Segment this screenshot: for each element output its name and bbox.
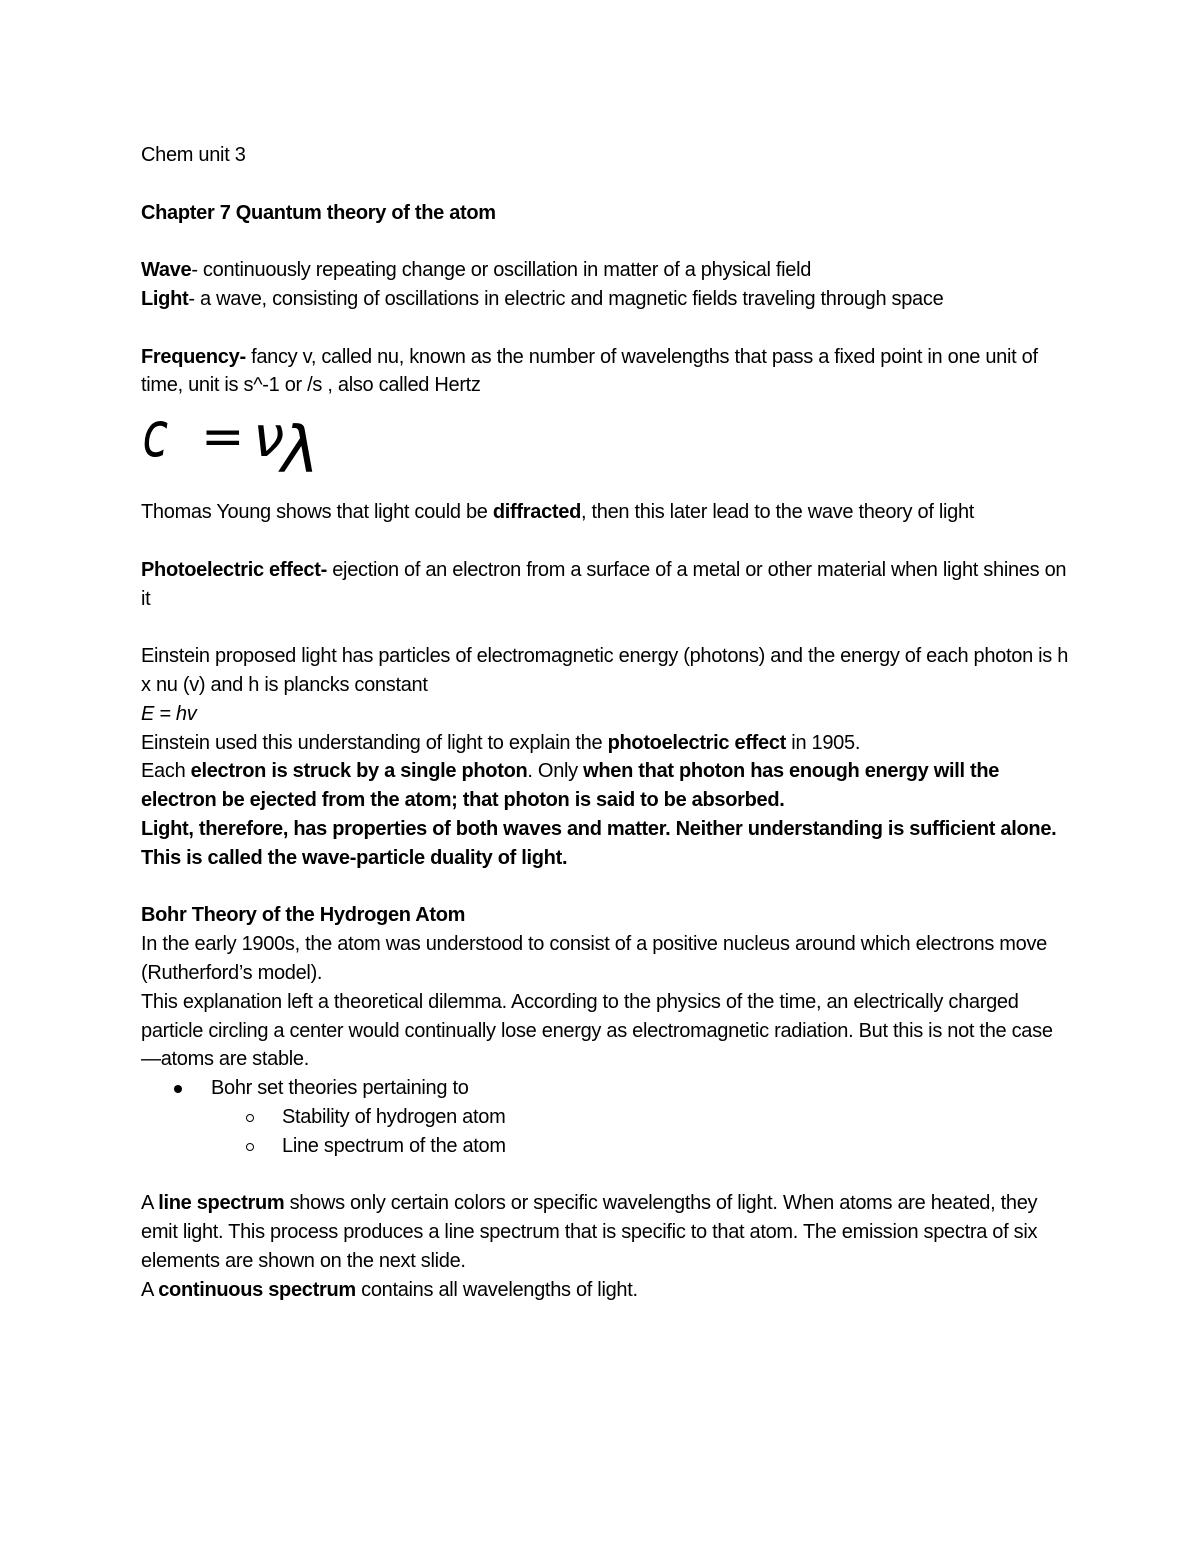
- line-spectrum-paragraph: A line spectrum shows only certain colors or specific wavelengths of light. When atoms are heated, they emit light. This process produces a line spectrum that is specific to that atom. The emission spectra of six elements are shown on the next slide.: [141, 1192, 1038, 1272]
- formula-c: c: [142, 404, 168, 471]
- list-item: Stability of hydrogen atom: [141, 1103, 1071, 1132]
- doc-title: Chem unit 3: [141, 144, 246, 166]
- bohr-heading: Bohr Theory of the Hydrogen Atom: [141, 904, 466, 927]
- light-term: Light: [141, 287, 189, 310]
- photoelectric-definition: Photoelectric effect- ejection of an electron from a surface of a metal or other material when light shines on it: [141, 558, 1067, 610]
- bohr-paragraph-1: In the early 1900s, the atom was understood to consist of a positive nucleus around which electrons move (Rutherford’s model).: [141, 933, 1047, 984]
- chapter-heading: Chapter 7 Quantum theory of the atom: [141, 201, 496, 224]
- formula-nu: ν: [253, 405, 284, 471]
- c-equals-nu-lambda-formula-image: [141, 404, 321, 490]
- einstein-paragraph: Einstein proposed light has particles of electromagnetic energy (photons) and the energy of each photon is h x nu (v) and h is plancks constant: [141, 645, 1069, 696]
- einstein-photoelectric: Einstein used this understanding of light to explain the photoelectric effect in 1905.: [141, 731, 861, 754]
- formula-equals: =: [201, 407, 245, 468]
- duality-paragraph: Light, therefore, has properties of both waves and matter. Neither understanding is sufficient alone. This is called the wave-particle duality of light.: [141, 817, 1057, 869]
- bohr-paragraph-2: This explanation left a theoretical dilemma. According to the physics of the time, an electrically charged particle circling a center would continually lose energy as electromagnetic radiation. But this is not the case—atoms are stable.: [141, 990, 1053, 1071]
- wave-definition: Wave- continuously repeating change or oscillation in matter of a physical field: [141, 259, 812, 282]
- continuous-spectrum-paragraph: A continuous spectrum contains all wavelengths of light.: [141, 1278, 638, 1301]
- bohr-bullet-list: [141, 1074, 1071, 1160]
- energy-equation: E = hv: [141, 702, 197, 725]
- list-item: Bohr set theories pertaining to: [141, 1074, 1071, 1103]
- light-definition: Light- a wave, consisting of oscillations in electric and magnetic fields traveling through space: [141, 287, 944, 310]
- list-item: Line spectrum of the atom: [141, 1132, 1071, 1161]
- frequency-definition: Frequency- fancy v, called nu, known as the number of wavelengths that pass a fixed point in one unit of time, unit is s^-1 or /s , also called Hertz: [141, 345, 1038, 397]
- photoelectric-term: Photoelectric effect-: [141, 558, 327, 581]
- frequency-term: Frequency-: [141, 345, 246, 368]
- document-body: [141, 141, 1071, 1304]
- electron-struck-paragraph: Each electron is struck by a single photon. Only when that photon has enough energy will the electron be ejected from the atom; that photon is said to be absorbed.: [141, 760, 1000, 812]
- formula-lambda: λ: [281, 414, 319, 489]
- wave-term: Wave: [141, 259, 192, 282]
- young-paragraph: Thomas Young shows that light could be diffracted, then this later lead to the wave theory of light: [141, 501, 975, 524]
